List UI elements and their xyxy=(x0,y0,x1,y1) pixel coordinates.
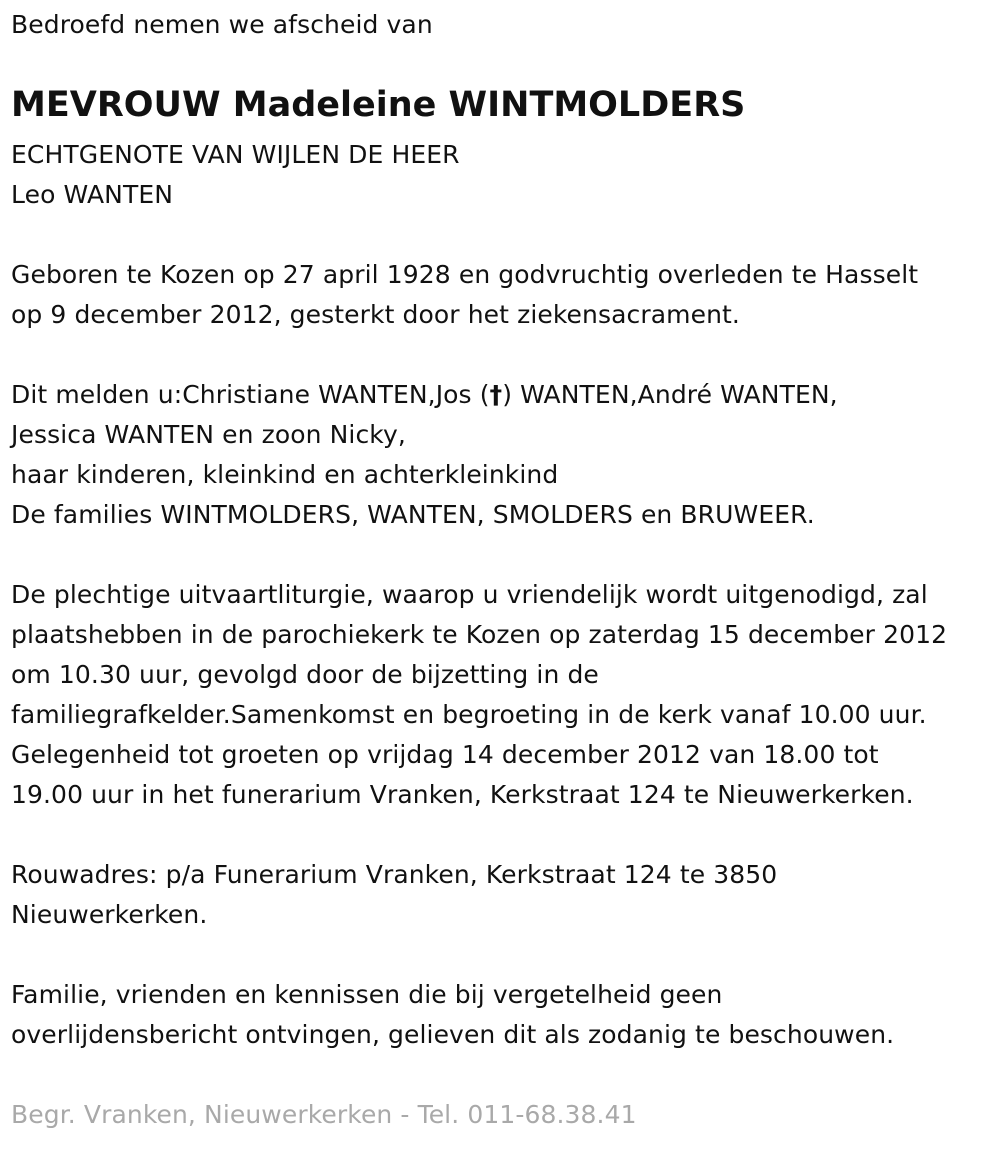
spouse-line-1: ECHTGENOTE VAN WIJLEN DE HEER xyxy=(11,140,460,169)
family-line-1-start: Dit melden u:Christiane WANTEN,Jos ( xyxy=(11,380,490,409)
notice-line-1: Familie, vrienden en kennissen die bij vergetelheid geen xyxy=(11,980,723,1009)
family-line-1-end: ) WANTEN,André WANTEN, xyxy=(502,380,838,409)
liturgy-line-3: om 10.30 uur, gevolgd door de bijzetting in de xyxy=(11,660,599,689)
family-line-2: Jessica WANTEN en zoon Nicky, xyxy=(11,420,406,449)
liturgy-line-5: Gelegenheid tot groeten op vrijdag 14 december 2012 van 18.00 tot xyxy=(11,740,879,769)
liturgy-section xyxy=(11,575,947,815)
family-section xyxy=(11,375,838,535)
family-line-3: haar kinderen, kleinkind en achterkleinkind xyxy=(11,460,559,489)
spouse-section xyxy=(11,135,460,215)
liturgy-line-2: plaatshebben in de parochiekerk te Kozen op zaterdag 15 december 2012 xyxy=(11,620,948,649)
notice-line-2: overlijdensbericht ontvingen, gelieven dit als zodanig te beschouwen. xyxy=(11,1020,895,1049)
funeral-home-footer: Begr. Vranken, Nieuwerkerken - Tel. 011-68.38.41 xyxy=(11,1100,637,1129)
notice-section xyxy=(11,975,894,1055)
liturgy-line-4: familiegrafkelder.Samenkomst en begroeting in de kerk vanaf 10.00 uur. xyxy=(11,700,927,729)
family-line-1 xyxy=(11,375,838,415)
deceased-name: MEVROUW Madeleine WINTMOLDERS xyxy=(11,85,746,125)
liturgy-line-1: De plechtige uitvaartliturgie, waarop u vriendelijk wordt uitgenodigd, zal xyxy=(11,580,928,609)
family-line-4: De families WINTMOLDERS, WANTEN, SMOLDERS en BRUWEER. xyxy=(11,500,815,529)
birth-death-section xyxy=(11,255,918,335)
address-line-2: Nieuwerkerken. xyxy=(11,900,208,929)
address-line-1: Rouwadres: p/a Funerarium Vranken, Kerkstraat 124 te 3850 xyxy=(11,860,778,889)
birth-death-line-2: op 9 december 2012, gesterkt door het ziekensacrament. xyxy=(11,300,740,329)
birth-death-line-1: Geboren te Kozen op 27 april 1928 en godvruchtig overleden te Hasselt xyxy=(11,260,919,289)
address-section xyxy=(11,855,777,935)
intro-text: Bedroefd nemen we afscheid van xyxy=(11,10,433,39)
liturgy-line-6: 19.00 uur in het funerarium Vranken, Kerkstraat 124 te Nieuwerkerken. xyxy=(11,780,914,809)
cross-icon: † xyxy=(489,380,503,409)
spouse-line-2: Leo WANTEN xyxy=(11,180,174,209)
